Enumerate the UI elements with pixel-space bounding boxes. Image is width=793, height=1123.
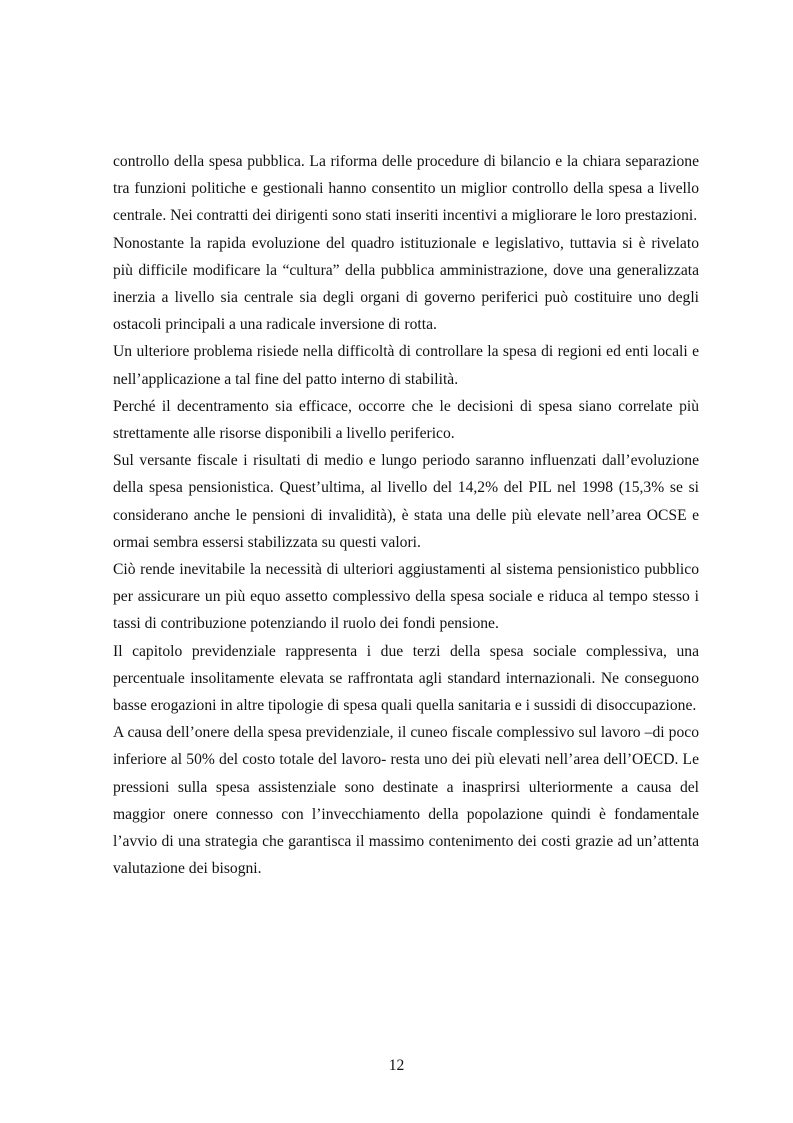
paragraph-6: Ciò rende inevitabile la necessità di ulteriori aggiustamenti al sistema pensionistico pubblico per assicurare un più equo assetto complessivo della spesa sociale e riduca al tempo stesso i tassi di contribuzione potenziando il ruolo dei fondi pensione. (113, 561, 699, 633)
paragraph-1: controllo della spesa pubblica. La riforma delle procedure di bilancio e la chiara separazione tra funzioni politiche e gestionali hanno consentito un miglior controllo della spesa a livello centrale. Nei contratti dei dirigenti sono stati inseriti incentivi a migliorare le loro prestazioni. (113, 153, 699, 225)
paragraph-3: Un ulteriore problema risiede nella difficoltà di controllare la spesa di regioni ed enti locali e nell’applicazione a tal fine del patto interno di stabilità. (113, 343, 699, 388)
paragraph-8: A causa dell’onere della spesa previdenziale, il cuneo fiscale complessivo sul lavoro –di poco inferiore al 50% del costo totale del lavoro- resta uno dei più elevati nell’area dell’OECD. Le pressioni sulla spesa assistenziale sono destinate a inasprirsi ulteriormente a causa del maggior onere connesso con l’invecchiamento della popolazione quindi è fondamentale l’avvio di una strategia che garantisca il massimo contenimento dei costi grazie ad un’attenta valutazione dei bisogni. (113, 724, 699, 878)
paragraph-5: Sul versante fiscale i risultati di medio e lungo periodo saranno influenzati dall’evoluzione della spesa pensionistica. Quest’ultima, al livello del 14,2% del PIL nel 1998 (15,3% se si considerano anche le pensioni di invalidità), è stata una delle più elevate nell’area OCSE e ormai sembra essersi stabilizzata su questi valori. (113, 452, 699, 551)
page-body (113, 148, 699, 882)
page-number: 12 (388, 1057, 405, 1074)
paragraph-2: Nonostante la rapida evoluzione del quadro istituzionale e legislativo, tuttavia si è rivelato più difficile modificare la “cultura” della pubblica amministrazione, dove una generalizzata inerzia a livello sia centrale sia degli organi di governo periferici può costituire uno degli ostacoli principali a una radicale inversione di rotta. (113, 234, 699, 334)
paragraph-7: Il capitolo previdenziale rappresenta i due terzi della spesa sociale complessiva, una percentuale insolitamente elevata se raffrontata agli standard internazionali. Ne conseguono basse erogazioni in altre tipologie di spesa quali quella sanitaria e i sussidi di disoccupazione. (113, 642, 699, 715)
paragraph-4: Perché il decentramento sia efficace, occorre che le decisioni di spesa siano correlate più strettamente alle risorse disponibili a livello periferico. (113, 397, 699, 443)
